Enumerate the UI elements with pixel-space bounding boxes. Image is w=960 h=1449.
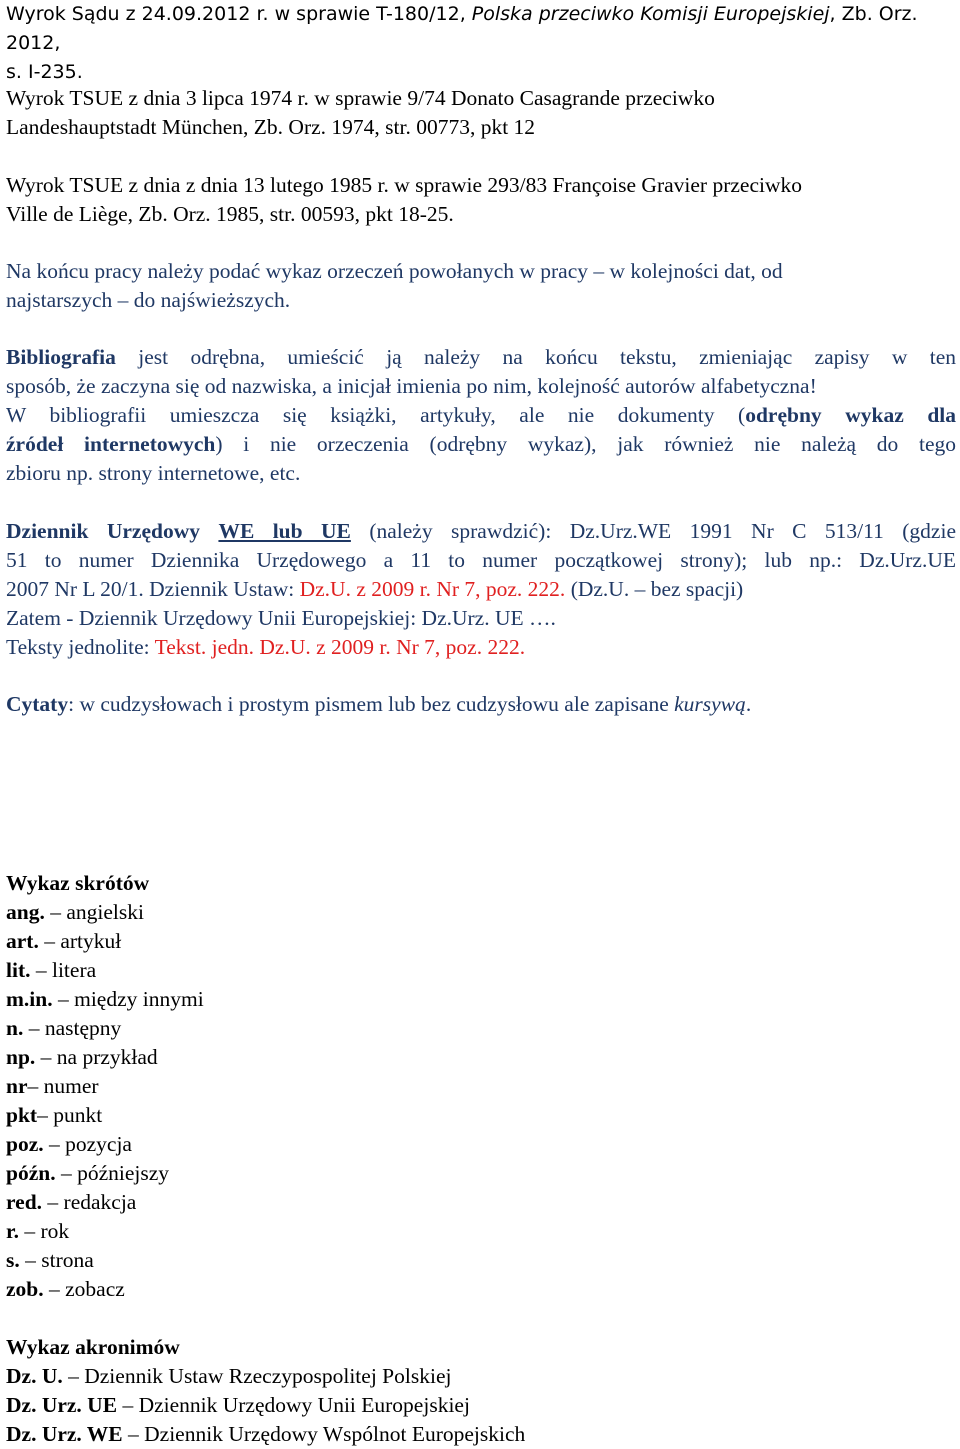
abbreviation-item: [6, 1130, 956, 1159]
citation-gravier-line2: Ville de Liège, Zb. Orz. 1985, str. 00593, pkt 18-25.: [6, 202, 454, 226]
quotes-rest: : w cudzysłowach i prostym pismem lub bez cudzysłowu ale zapisane: [68, 692, 675, 716]
abbreviation-item-abbr: lit.: [6, 958, 31, 982]
journal-line3-a: 2007 Nr L 20/1. Dziennik Ustaw:: [6, 577, 300, 601]
abbreviation-item: [6, 1072, 956, 1101]
journal-line1-rest: (należy sprawdzić): Dz.Urz.WE 1991 Nr C 513/11 (gdzie: [350, 519, 956, 543]
abbreviation-item: [6, 1159, 956, 1188]
abbreviation-item-abbr: nr: [6, 1074, 28, 1098]
bibliography-line4-rest: ) i nie orzeczenia (odrębny wykaz), jak również nie należą do tego: [215, 432, 956, 456]
abbreviation-item: [6, 1275, 956, 1304]
quotes-paragraph: [6, 690, 956, 719]
abbreviation-item-meaning: między innymi: [74, 987, 204, 1011]
abbreviation-item-dash: –: [30, 958, 52, 982]
acronyms-list: [6, 1362, 956, 1449]
abbreviation-item-dash: –: [43, 1132, 66, 1156]
abbreviation-item-abbr: ang.: [6, 900, 45, 924]
note-order: [6, 257, 956, 315]
journal-line2: 51 to numer Dziennika Urzędowego a 11 to numer początkowej strony); lub np.: Dz.Urz.UE: [6, 548, 956, 572]
abbreviation-item-meaning: redakcja: [63, 1190, 137, 1214]
abbreviation-item: [6, 1246, 956, 1275]
abbreviation-item-meaning: numer: [43, 1074, 99, 1098]
note-order-line2: najstarszych – do najświeższych.: [6, 288, 291, 312]
citation-casagrande-line1: Wyrok TSUE z dnia 3 lipca 1974 r. w sprawie 9/74 Donato Casagrande przeciwko: [6, 86, 715, 110]
abbreviation-item-meaning: litera: [51, 958, 97, 982]
abbreviation-item: [6, 1188, 956, 1217]
abbreviation-item: [6, 1014, 956, 1043]
acronym-item: [6, 1420, 956, 1449]
citation-gravier-line1: Wyrok TSUE z dnia z dnia 13 lutego 1985 r. w sprawie 293/83 Françoise Gravier przeciwko: [6, 173, 802, 197]
abbreviation-item-abbr: m.in.: [6, 987, 53, 1011]
abbreviation-item-abbr: r.: [6, 1219, 19, 1243]
abbreviation-item-dash: –: [27, 1074, 44, 1098]
acronym-item-abbr: Dz. U.: [6, 1364, 63, 1388]
abbreviation-item: [6, 985, 956, 1014]
abbreviation-item-dash: –: [23, 1016, 45, 1040]
abbreviation-item: [6, 1101, 956, 1130]
bibliography-line4-bold: źródeł internetowych: [6, 432, 216, 456]
abbreviation-item-abbr: np.: [6, 1045, 36, 1069]
abbreviation-item-meaning: strona: [41, 1248, 94, 1272]
acronym-item-meaning: Dziennik Urzędowy Unii Europejskiej: [138, 1393, 470, 1417]
abbreviation-item-abbr: późn.: [6, 1161, 56, 1185]
abbreviation-item-dash: –: [42, 1190, 64, 1214]
abbreviation-item-dash: –: [52, 987, 75, 1011]
abbreviation-item-abbr: pkt: [6, 1103, 38, 1127]
bibliography-line4: [6, 430, 956, 459]
abbreviation-item-meaning: późniejszy: [77, 1161, 170, 1185]
journal-paragraph: [6, 517, 956, 662]
header-citation-pages: s. I-235.: [6, 61, 83, 83]
citation-gravier: [6, 171, 956, 229]
abbreviations-heading: Wykaz skrótów: [6, 871, 150, 895]
journal-line5: [6, 633, 956, 662]
abbreviation-item: [6, 898, 956, 927]
acronym-item-abbr: Dz. Urz. UE: [6, 1393, 118, 1417]
abbreviation-item-meaning: punkt: [53, 1103, 103, 1127]
abbreviation-item-meaning: następny: [44, 1016, 122, 1040]
abbreviation-item-abbr: red.: [6, 1190, 43, 1214]
journal-line5-a: Teksty jednolite:: [6, 635, 155, 659]
journal-term: Dziennik Urzędowy: [6, 519, 200, 543]
abbreviations-list: [6, 898, 956, 1304]
quotes-italic: kursywą: [674, 692, 746, 716]
abbreviation-item-abbr: poz.: [6, 1132, 44, 1156]
acronym-item-dash: –: [117, 1393, 139, 1417]
abbreviation-item: [6, 1217, 956, 1246]
header-citation-text: Wyrok Sądu z 24.09.2012 r. w sprawie T-180/12,: [6, 3, 472, 25]
acronym-item: [6, 1362, 956, 1391]
quotes-end: .: [745, 692, 752, 716]
abbreviation-item-dash: –: [37, 1103, 54, 1127]
acronyms-heading: Wykaz akronimów: [6, 1335, 180, 1359]
abbreviation-item-dash: –: [19, 1248, 42, 1272]
abbreviation-item-abbr: zob.: [6, 1277, 44, 1301]
journal-line3-red: Dz.U. z 2009 r. Nr 7, poz. 222.: [299, 577, 566, 601]
acronyms-section: [6, 1333, 956, 1449]
bibliography-line3-a: W bibliografii umieszcza się książki, artykuły, ale nie dokumenty (: [6, 403, 746, 427]
abbreviation-item-abbr: n.: [6, 1016, 24, 1040]
abbreviation-item: [6, 1043, 956, 1072]
bibliography-term: Bibliografia: [6, 345, 116, 369]
abbreviation-item-meaning: zobacz: [65, 1277, 125, 1301]
citation-casagrande: [6, 84, 956, 142]
header-citation-tail: , Zb. Orz. 2012,: [6, 3, 918, 54]
acronym-item-dash: –: [62, 1364, 85, 1388]
journal-line4: Zatem - Dziennik Urzędowy Unii Europejskiej: Dz.Urz. UE ….: [6, 606, 556, 630]
journal-line3-b: (Dz.U. – bez spacji): [565, 577, 744, 601]
bibliography-line3-bold: odrębny wykaz dla: [745, 403, 957, 427]
acronym-item: [6, 1391, 956, 1420]
abbreviations-section: [6, 869, 956, 1304]
quotes-term: Cytaty: [6, 692, 69, 716]
bibliography-paragraph: [6, 343, 956, 488]
bibliography-line1: [6, 343, 956, 372]
abbreviation-item-dash: –: [38, 929, 61, 953]
abbreviation-item-meaning: pozycja: [65, 1132, 132, 1156]
abbreviation-item-meaning: artykuł: [60, 929, 122, 953]
citation-casagrande-line2: Landeshauptstadt München, Zb. Orz. 1974, str. 00773, pkt 12: [6, 115, 536, 139]
journal-line1: [6, 517, 956, 546]
abbreviation-item-meaning: angielski: [66, 900, 144, 924]
abbreviation-item-dash: –: [43, 1277, 66, 1301]
journal-line3: [6, 575, 956, 604]
acronym-item-dash: –: [122, 1422, 145, 1446]
journal-line5-red: Tekst. jedn. Dz.U. z 2009 r. Nr 7, poz. 222.: [154, 635, 526, 659]
abbreviation-item-abbr: s.: [6, 1248, 20, 1272]
abbreviation-item-meaning: rok: [40, 1219, 70, 1243]
bibliography-line2: sposób, że zaczyna się od nazwiska, a inicjał imienia po nim, kolejność autorów alfabetyczna!: [6, 374, 817, 398]
abbreviation-item-dash: –: [18, 1219, 41, 1243]
abbreviation-item: [6, 927, 956, 956]
abbreviation-item-dash: –: [44, 900, 67, 924]
abbreviation-item-abbr: art.: [6, 929, 39, 953]
abbreviation-item-meaning: na przykład: [56, 1045, 158, 1069]
abbreviation-item-dash: –: [55, 1161, 78, 1185]
acronym-item-meaning: Dziennik Ustaw Rzeczypospolitej Polskiej: [84, 1364, 452, 1388]
abbreviation-item: [6, 956, 956, 985]
journal-we-lub-ue: WE lub UE: [218, 519, 351, 543]
header-citation: [6, 0, 956, 87]
header-citation-italic: Polska przeciwko Komisji Europejskiej: [471, 3, 830, 25]
note-order-line1: Na końcu pracy należy podać wykaz orzeczeń powołanych w pracy – w kolejności dat, od: [6, 259, 783, 283]
acronym-item-meaning: Dziennik Urzędowy Wspólnot Europejskich: [144, 1422, 526, 1446]
acronym-item-abbr: Dz. Urz. WE: [6, 1422, 123, 1446]
bibliography-line3: [6, 401, 956, 430]
bibliography-line5: zbioru np. strony internetowe, etc.: [6, 461, 301, 485]
bibliography-line1-rest: jest odrębna, umieścić ją należy na końcu tekstu, zmieniając zapisy w ten: [115, 345, 956, 369]
abbreviation-item-dash: –: [35, 1045, 57, 1069]
